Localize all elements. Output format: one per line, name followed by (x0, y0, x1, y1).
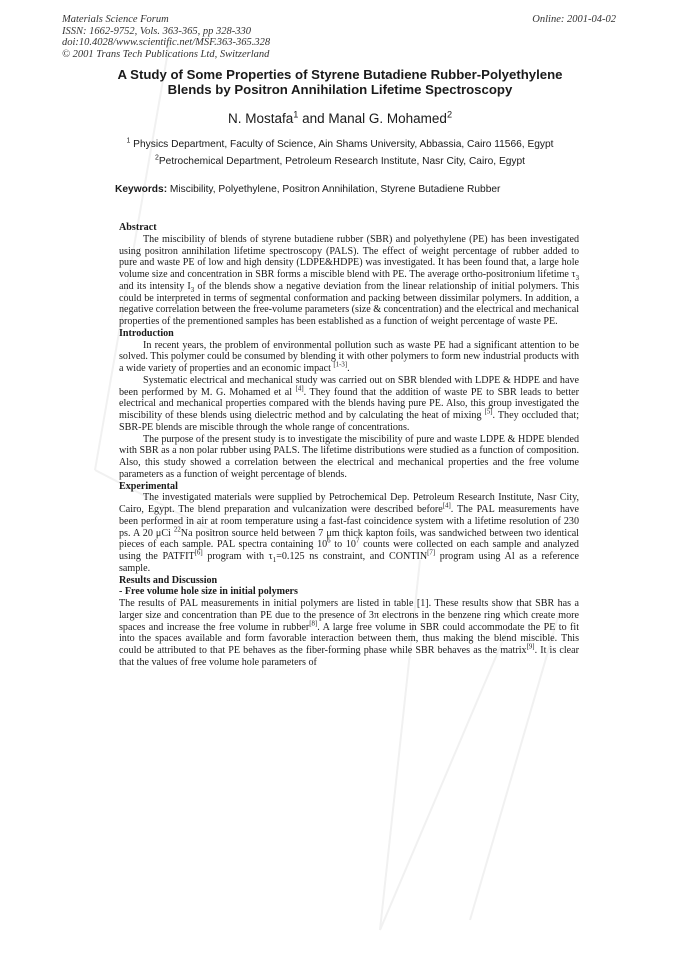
online-date: Online: 2001-04-02 (532, 14, 616, 25)
intro-text-2c: . They occluded that; SBR-PE blends are miscible through the whole range of concentrations. (119, 410, 579, 433)
intensity-subscript: 3 (190, 286, 195, 294)
exp-text-8: program using Al as a reference sample. (119, 551, 579, 574)
exp-text-1: The investigated materials were supplied by Petrochemical Dep. Petroleum Research Institute, Nasr City, Cairo, Egypt. The blend preparation and vulcanization were described before (119, 492, 579, 515)
abstract-text-3: of the blends show a negative deviation from the linear relationship of initial polymers. This could be interpreted in terms of segmental conformation and packing between dissimilar polymers. In addition, a negative correlation between the free-volume parameters (size & concentration) and the electrical and mechanical properties of the prementioned samples has been established as a function of weight percentage of waste PE. (119, 280, 579, 327)
affiliation-1 (60, 136, 620, 153)
experimental-heading: Experimental (119, 480, 178, 492)
intro-text-2: Systematic electrical and mechanical study was carried out on SBR blended with LDPE & HDPE and have been performed by M. G. Mohamed et al (119, 374, 579, 398)
exp-text-6: program with τ (202, 551, 273, 562)
exp-text-7: =0.125 ns constraint, and CONTIN (276, 551, 428, 562)
affiliation-1-text: Physics Department, Faculty of Science, Ain Shams University, Abbassia, Cairo 11566, Egypt (130, 139, 554, 150)
intro-paragraph-3: The purpose of the present study is to investigate the miscibility of pure and waste LDPE & HDPE blended with SBR as a non polar rubber using PALS. The lifetime distributions were studied as a function of composition. Also, this study showed a correlation between the electrical and mechanical properties and the free volume parameters as a function of weight percentage of blends. (119, 433, 579, 480)
paper-title (60, 67, 620, 97)
results-text-3: . It is clear that the values of free volume hole parameters of (119, 645, 579, 668)
exp-text-5: counts were collected on each sample and analyzed using the PATFIT (119, 539, 579, 562)
keywords-label: Keywords: (115, 184, 168, 195)
results-text-2: . A large free volume in SBR could accommodate the PE to fit into the spaces available and form favorable interaction between them, thus making the blend miscible. This could be attributed to that PE behaves as the fiber-forming phase while SBR behaves as the matrix (119, 621, 579, 656)
paper-body (119, 222, 579, 669)
tau-subscript: 3 (575, 275, 579, 283)
affiliation-2-text: Petrochemical Department, Petroleum Research Institute, Nasr City, Cairo, Egypt (158, 156, 525, 167)
citation-4b[interactable]: [4] (442, 502, 451, 510)
copyright-line: © 2001 Trans Tech Publications Ltd, Switzerland (62, 48, 270, 60)
title-line-2: Blends by Positron Annihilation Lifetime Spectroscopy (167, 82, 513, 97)
journal-header (62, 14, 270, 60)
citation-6[interactable]: [6] (194, 549, 203, 557)
intro-text-2b: . They found that the addition of waste PE to SBR leads to better electrical and mechanical properties compared with the blends having pure PE. Also, this group investigated the miscibility of these blends using dielectric method and by calculating the heat of mixing (119, 386, 579, 421)
tau-symbol: τ (571, 269, 576, 280)
citation-8[interactable]: [8] (309, 620, 318, 628)
intro-paragraph-1 (119, 340, 579, 375)
journal-name: Materials Science Forum (62, 14, 169, 25)
exp-text-2: . The PAL measurements have been performed in air at room temperature using a fast-fast coincidence system with a lifetime resolution of 230 ps. A 20 μCi (119, 504, 579, 539)
affiliation-2 (60, 153, 620, 170)
author-conjunction: and (298, 111, 329, 126)
intro-text-1-end: . (347, 363, 350, 374)
affiliations (60, 136, 620, 170)
abstract-heading: Abstract (119, 222, 157, 233)
results-heading: Results and Discussion (119, 574, 218, 586)
results-paragraph (119, 598, 579, 669)
author-2: Manal G. Mohamed (328, 111, 447, 126)
intro-paragraph-2 (119, 375, 579, 434)
author-1: N. Mostafa (227, 111, 294, 126)
results-text-1: The results of PAL measurements in initial polymers are listed in table [1]. These results show that SBR has a larger size and concentration than PE due to the presence of 3π electrons in the benzene ring which create more spaces and increase the free volume in rubber (119, 598, 579, 633)
intro-text-1: In recent years, the problem of environmental pollution such as waste PE had a significant attention to be solved. This polymer could be consumed by blending it with other polymers to form new industrial products with a wide variety of properties and an economic impact (119, 339, 579, 374)
issn-line: ISSN: 1662-9752, Vols. 363-365, pp 328-330 (62, 25, 251, 37)
results-subheading: - Free volume hole size in initial polymers (119, 586, 298, 598)
citation-5[interactable]: [5] (484, 408, 493, 416)
exponent-6: 6 (327, 537, 331, 545)
abstract-text-2: and its intensity I (119, 280, 191, 292)
introduction-heading: Introduction (119, 327, 174, 339)
affiliation-1-mark: 1 (126, 137, 131, 145)
citation-4[interactable]: [4] (295, 385, 304, 393)
title-line-1: A Study of Some Properties of Styrene Butadiene Rubber-Polyethylene (117, 67, 563, 82)
abstract-text-1: The miscibility of blends of styrene butadiene rubber (SBR) and polyethylene (PE) has been investigated using positron annihilation lifetime spectroscopy (PALS). The effect of weight percentage of rubber added to pure and waste PE of low and high density (LDPE&HDPE) was investigated. It has been found that, a large hole volume size and concentration in SBR forms a miscible blend with PE. The average ortho-positronium lifetime (119, 233, 579, 280)
keywords-text: Miscibility, Polyethylene, Positron Annihilation, Styrene Butadiene Rubber (167, 184, 501, 195)
exp-text-3: Na positron source held between 7 μm thick kapton foils, was sandwiched between two identical pieces of each sample. PAL spectra containing 10 (119, 527, 579, 551)
exp-text-4: to 10 (330, 539, 356, 551)
experimental-paragraph (119, 492, 579, 574)
author-2-affil: 2 (446, 109, 453, 120)
affiliation-2-mark: 2 (155, 154, 159, 162)
doi-line[interactable]: doi:10.4028/www.scientific.net/MSF.363-365.328 (62, 37, 271, 49)
keywords (115, 184, 635, 195)
author-1-affil: 1 (293, 109, 299, 120)
citation-7[interactable]: [7] (427, 549, 436, 557)
abstract-paragraph (119, 234, 579, 328)
author-list (60, 111, 620, 126)
citation-9[interactable]: [9] (526, 643, 535, 651)
isotope-mass: 22 (173, 526, 181, 534)
citation-1-3[interactable]: [1-3] (333, 361, 348, 369)
exponent-7: 7 (355, 537, 360, 545)
tau1-subscript: 1 (272, 557, 277, 565)
